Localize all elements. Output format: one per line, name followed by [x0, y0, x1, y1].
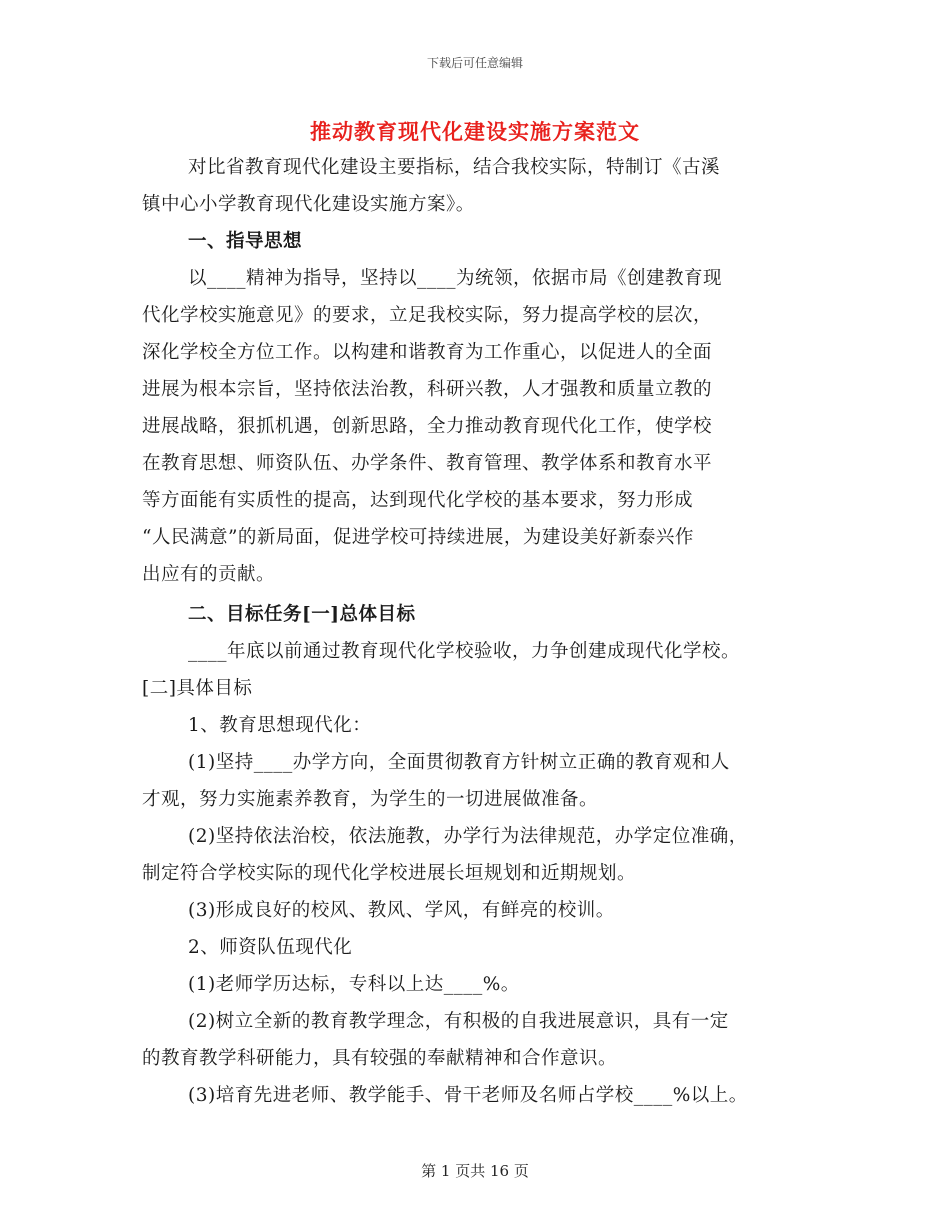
body-line: 进展战略，狠抓机遇，创新思路，全力推动教育现代化工作，使学校 [142, 416, 713, 437]
subsection-heading: [二]具体目标 [142, 678, 253, 699]
body-line: 在教育思想、师资队伍、办学条件、教育管理、教学体系和教育水平 [142, 453, 713, 474]
body-line: 代化学校实施意见》的要求，立足我校实际，努力提高学校的层次， [142, 305, 713, 326]
list-item-continuation: 才观，努力实施素养教育，为学生的一切进展做准备。 [142, 789, 599, 810]
body-line: “人民满意”的新局面，促进学校可持续进展，为建设美好新泰兴作 [142, 527, 694, 548]
list-item-continuation: 制定符合学校实际的现代化学校进展长垣规划和近期规划。 [142, 863, 637, 884]
list-item: (2)坚持依法治校，依法施教，办学行为法律规范，办学定位准确， [188, 826, 748, 847]
body-line: 对比省教育现代化建设主要指标，结合我校实际，特制订《古溪 [188, 157, 721, 178]
page-footer: 第 1 页共 16 页 [421, 1162, 529, 1180]
list-item: (3)形成良好的校风、教风、学风，有鲜亮的校训。 [188, 900, 615, 921]
list-heading: 1、教育思想现代化： [188, 715, 372, 736]
page-header: 下载后可任意编辑 [426, 56, 523, 70]
body-line: 等方面能有实质性的提高，达到现代化学校的基本要求，努力形成 [142, 490, 694, 511]
list-item: (1)老师学历达标，专科以上达____%。 [188, 974, 520, 995]
document-title: 推动教育现代化建设实施方案范文 [310, 119, 640, 144]
body-line: 以____精神为指导，坚持以____为统领，依据市局《创建教育现 [188, 268, 723, 289]
list-item: (3)培育先进老师、教学能手、骨干老师及名师占学校____%以上。 [188, 1085, 748, 1106]
body-line: 镇中心小学教育现代化建设实施方案》。 [142, 194, 475, 215]
body-line: 出应有的贡献。 [142, 564, 276, 585]
section-heading: 二、目标任务[一]总体目标 [188, 604, 416, 625]
list-item: (2)树立全新的教育教学理念，有积极的自我进展意识，具有一定 [188, 1011, 729, 1032]
body-line: 深化学校全方位工作。以构建和谐教育为工作重心，以促进人的全面 [142, 342, 713, 363]
list-item: (1)坚持____办学方向，全面贯彻教育方针树立正确的教育观和人 [188, 752, 730, 773]
list-item-continuation: 的教育教学科研能力，具有较强的奉献精神和合作意识。 [142, 1048, 618, 1069]
body-line: ____年底以前通过教育现代化学校验收，力争创建成现代化学校。 [188, 641, 741, 662]
list-heading: 2、师资队伍现代化 [188, 937, 353, 958]
body-line: 进展为根本宗旨，坚持依法治教，科研兴教，人才强教和质量立教的 [142, 379, 713, 400]
section-heading: 一、指导思想 [188, 231, 303, 252]
